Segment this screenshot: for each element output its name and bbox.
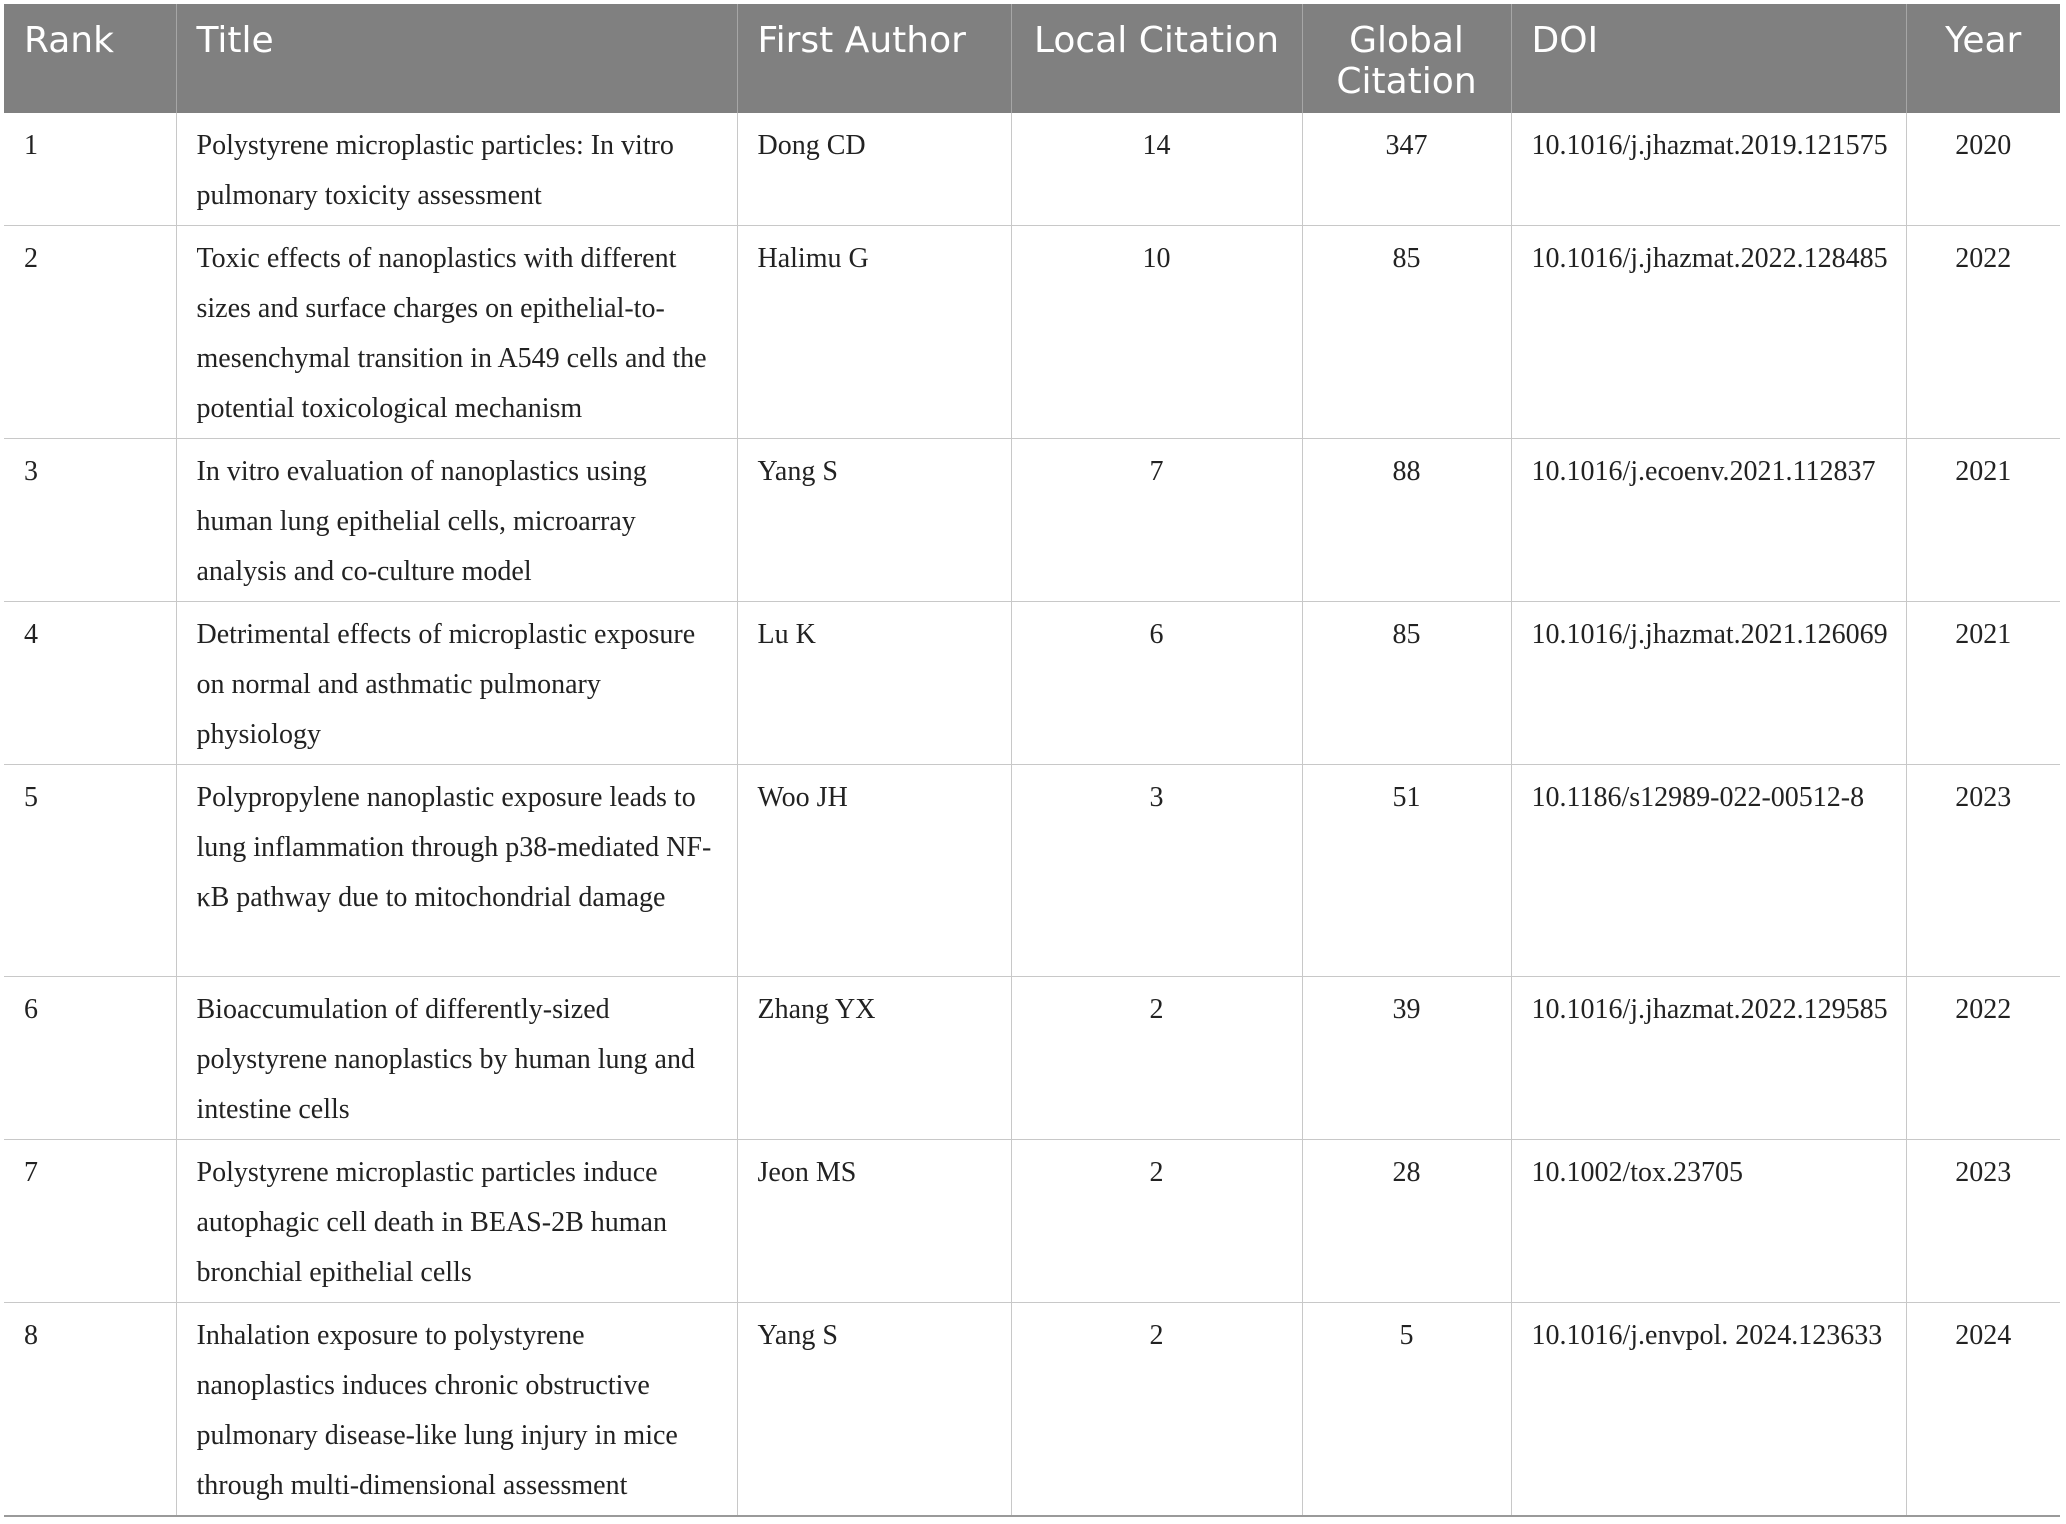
cell-doi: 10.1016/j.jhazmat.2019.121575 (1511, 113, 1906, 226)
cell-first-author: Jeon MS (737, 1140, 1011, 1303)
table-row (4, 226, 2060, 439)
cell-global-citation: 51 (1302, 765, 1511, 977)
cell-global-citation: 28 (1302, 1140, 1511, 1303)
table-row (4, 1303, 2060, 1517)
header-doi: DOI (1511, 4, 1906, 113)
header-row (4, 4, 2060, 113)
header-year: Year (1906, 4, 2060, 113)
cell-first-author: Dong CD (737, 113, 1011, 226)
cell-doi: 10.1002/tox.23705 (1511, 1140, 1906, 1303)
cell-title: Polypropylene nanoplastic exposure leads to lung inflammation through p38-mediated NF-κB pathway due to mitochondrial damage (176, 765, 737, 977)
cell-doi: 10.1016/j.jhazmat.2022.129585 (1511, 977, 1906, 1140)
cell-title: Toxic effects of nanoplastics with different sizes and surface charges on epithelial-to-mesenchymal transition in A549 cells and the potential toxicological mechanism (176, 226, 737, 439)
cell-year: 2020 (1906, 113, 2060, 226)
table-row (4, 113, 2060, 226)
citation-table-container (4, 4, 2060, 1517)
header-local-citation: Local Citation (1011, 4, 1302, 113)
cell-global-citation: 5 (1302, 1303, 1511, 1517)
cell-title: Polystyrene microplastic particles: In vitro pulmonary toxicity assessment (176, 113, 737, 226)
cell-global-citation: 39 (1302, 977, 1511, 1140)
cell-local-citation: 2 (1011, 977, 1302, 1140)
cell-rank: 5 (4, 765, 176, 977)
cell-rank: 6 (4, 977, 176, 1140)
cell-doi: 10.1016/j.ecoenv.2021.112837 (1511, 439, 1906, 602)
cell-year: 2021 (1906, 439, 2060, 602)
cell-rank: 3 (4, 439, 176, 602)
cell-global-citation: 88 (1302, 439, 1511, 602)
cell-local-citation: 2 (1011, 1140, 1302, 1303)
cell-title: Polystyrene microplastic particles induce autophagic cell death in BEAS-2B human bronchial epithelial cells (176, 1140, 737, 1303)
cell-doi: 10.1186/s12989-022-00512-8 (1511, 765, 1906, 977)
cell-rank: 7 (4, 1140, 176, 1303)
cell-year: 2023 (1906, 1140, 2060, 1303)
cell-year: 2024 (1906, 1303, 2060, 1517)
cell-global-citation: 347 (1302, 113, 1511, 226)
cell-title: Inhalation exposure to polystyrene nanoplastics induces chronic obstructive pulmonary disease-like lung injury in mice through multi-dimensional assessment (176, 1303, 737, 1517)
cell-title: In vitro evaluation of nanoplastics using human lung epithelial cells, microarray analysis and co-culture model (176, 439, 737, 602)
cell-local-citation: 3 (1011, 765, 1302, 977)
cell-rank: 8 (4, 1303, 176, 1517)
cell-year: 2022 (1906, 226, 2060, 439)
cell-year: 2021 (1906, 602, 2060, 765)
cell-local-citation: 6 (1011, 602, 1302, 765)
header-first-author: First Author (737, 4, 1011, 113)
table-row (4, 765, 2060, 977)
cell-rank: 2 (4, 226, 176, 439)
cell-doi: 10.1016/j.envpol. 2024.123633 (1511, 1303, 1906, 1517)
cell-title: Bioaccumulation of differently-sized polystyrene nanoplastics by human lung and intestine cells (176, 977, 737, 1140)
header-rank: Rank (4, 4, 176, 113)
cell-rank: 4 (4, 602, 176, 765)
cell-global-citation: 85 (1302, 602, 1511, 765)
cell-local-citation: 10 (1011, 226, 1302, 439)
header-title: Title (176, 4, 737, 113)
cell-global-citation: 85 (1302, 226, 1511, 439)
cell-first-author: Yang S (737, 1303, 1011, 1517)
cell-doi: 10.1016/j.jhazmat.2022.128485 (1511, 226, 1906, 439)
cell-local-citation: 2 (1011, 1303, 1302, 1517)
cell-local-citation: 7 (1011, 439, 1302, 602)
cell-first-author: Lu K (737, 602, 1011, 765)
table-row (4, 602, 2060, 765)
cell-rank: 1 (4, 113, 176, 226)
cell-doi: 10.1016/j.jhazmat.2021.126069 (1511, 602, 1906, 765)
cell-first-author: Yang S (737, 439, 1011, 602)
cell-first-author: Zhang YX (737, 977, 1011, 1140)
citation-table (4, 4, 2060, 1517)
cell-local-citation: 14 (1011, 113, 1302, 226)
cell-year: 2022 (1906, 977, 2060, 1140)
cell-first-author: Halimu G (737, 226, 1011, 439)
header-global-citation: Global Citation (1302, 4, 1511, 113)
cell-first-author: Woo JH (737, 765, 1011, 977)
table-row (4, 977, 2060, 1140)
cell-title: Detrimental effects of microplastic exposure on normal and asthmatic pulmonary physiology (176, 602, 737, 765)
cell-year: 2023 (1906, 765, 2060, 977)
table-row (4, 439, 2060, 602)
table-row (4, 1140, 2060, 1303)
